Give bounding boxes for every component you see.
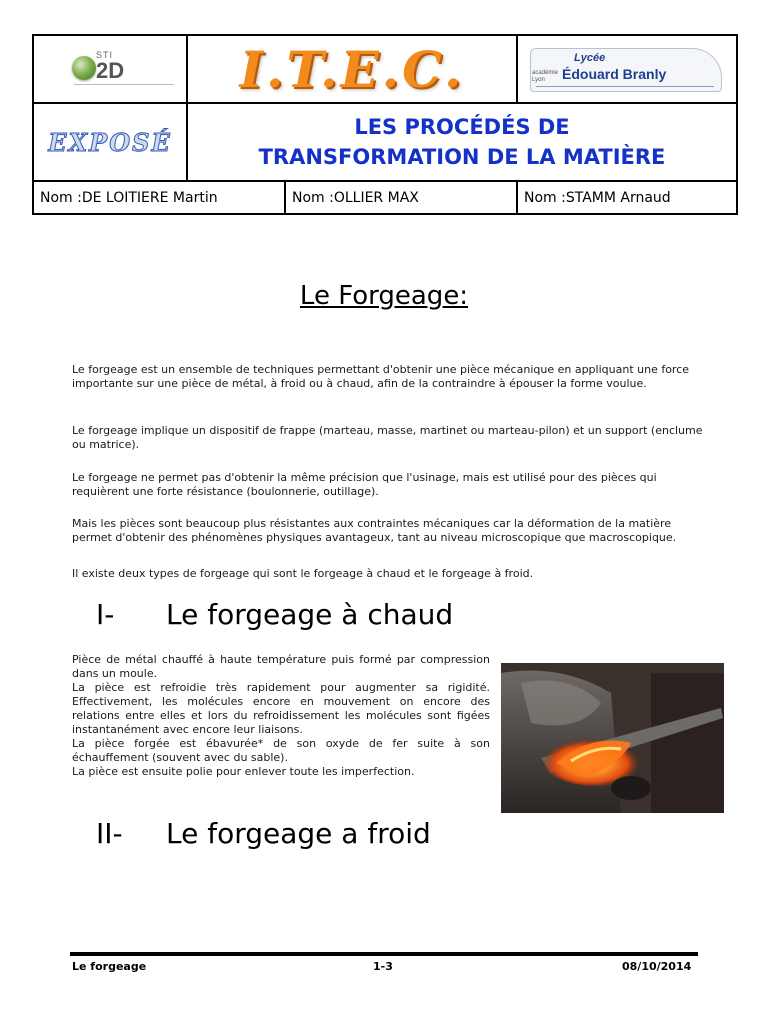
author-name-1: Nom :DE LOITIERE Martin (34, 182, 285, 213)
names-row (33, 181, 517, 214)
academie-text: académie Lyon (532, 70, 559, 83)
section-heading-cold (96, 817, 431, 850)
paragraph-5: Il existe deux types de forgeage qui sont le forgeage à chaud et le forgeage à froid. (72, 567, 534, 580)
footer-date: 08/10/2014 (622, 960, 692, 973)
lycee-name: Édouard Branly (562, 66, 667, 82)
globe-icon (72, 56, 96, 80)
header-table (32, 34, 738, 215)
title-line-2: TRANSFORMATION DE LA MATIÈRE (258, 145, 666, 169)
hot-text-line: Pièce de métal chauffé à haute température puis formé par compression dans un moule. (72, 653, 490, 680)
branly-logo (518, 36, 736, 102)
sti2d-logo-cell (33, 35, 187, 103)
forging-illustration (501, 663, 724, 813)
footer-divider (70, 952, 698, 956)
section-title: Le forgeage a froid (166, 817, 431, 850)
logo-2d-text: 2D (96, 58, 125, 83)
paragraph-4: Mais les pièces sont beaucoup plus résistantes aux contraintes mécaniques car la déformation de la matière permet d'obtenir des phénomènes physiques avantageux, tant au niveau microscopique que macroscopique. (72, 517, 677, 544)
hot-text-line: La pièce est ensuite polie pour enlever toute les imperfection. (72, 765, 415, 778)
document-title (187, 103, 737, 181)
logo-sti-text: STI (96, 50, 114, 60)
hot-text-line: La pièce est refroidie très rapidement pour augmenter sa rigidité. Effectivement, les molécules encore en mouvement on encore des relations entre elles et lors du refroidissement les molécules sont figées instantanément avec encore leur liaisons. (72, 681, 490, 736)
author-name-3: Nom :STAMM Arnaud (517, 181, 737, 214)
lycee-label: Lycée (574, 52, 606, 64)
itec-logo: I.T.E.C. (187, 35, 517, 103)
section-number: II- (96, 817, 123, 850)
paragraph-1: Le forgeage est un ensemble de techniques permettant d'obtenir une pièce mécanique en appliquant une force importante sur une pièce de métal, à froid ou à chaud, afin de la contraindre à épouser la forme voulue. (72, 363, 690, 390)
page-title: Le Forgeage: (299, 281, 469, 311)
paragraph-3: Le forgeage ne permet pas d'obtenir la même précision que l'usinage, mais est utilisé pour des pièces qui requièrent une forte résistance (boulonnerie, outillage). (72, 471, 657, 498)
forging-photo (501, 663, 724, 813)
logo-divider (536, 86, 714, 87)
page-number: 1-3 (373, 960, 393, 973)
section-number: I- (96, 598, 115, 631)
author-name-2: Nom :OLLIER MAX (292, 189, 419, 206)
hot-text-line: La pièce forgée est ébavurée* de son oxyde de fer suite à son échauffement (souvent avec du sable). (72, 737, 490, 764)
paragraph-2: Le forgeage implique un dispositif de frappe (marteau, masse, martinet ou marteau-pilon) et un support (enclume ou matrice). (72, 424, 703, 451)
branly-logo-cell (517, 35, 737, 103)
expose-logo: EXPOSÉ (33, 103, 187, 181)
section-title: Le forgeage à chaud (166, 598, 454, 631)
footer-left: Le forgeage (72, 960, 147, 973)
logo-underline (74, 84, 174, 85)
section-heading-hot (96, 598, 453, 631)
sti2d-logo (34, 36, 184, 102)
title-line-1: LES PROCÉDÉS DE (354, 115, 570, 139)
hot-forging-text (72, 653, 490, 779)
